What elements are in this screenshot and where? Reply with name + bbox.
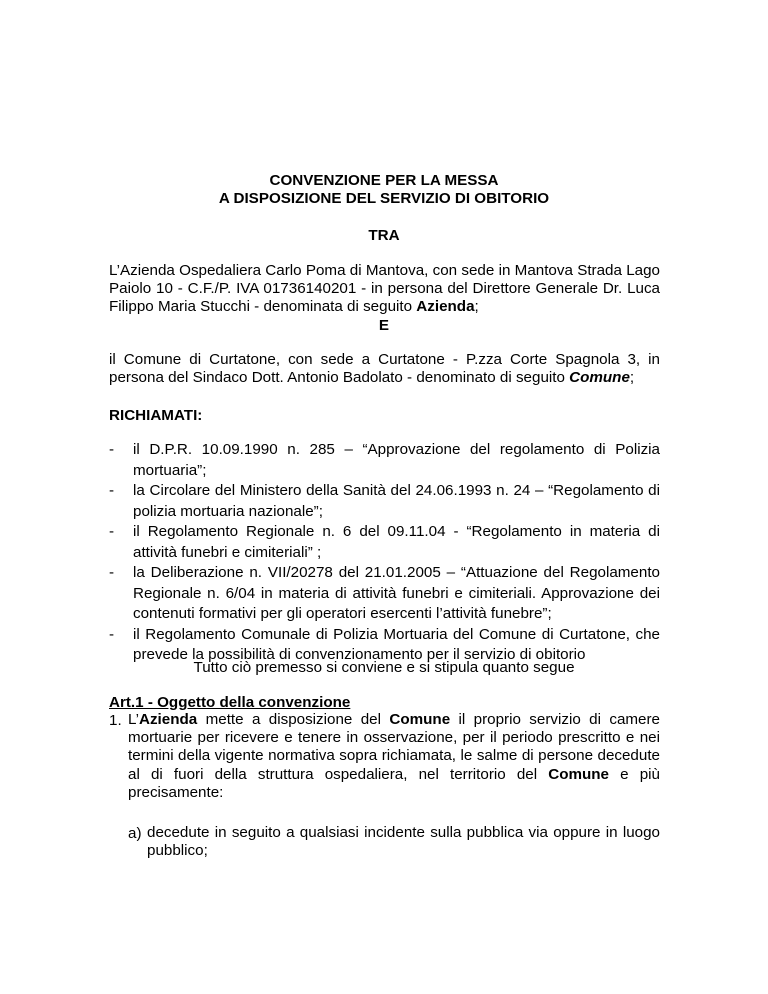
list-dash: - bbox=[109, 482, 115, 499]
article-1-body bbox=[109, 711, 660, 802]
article-1-text-part: e più precisamente: bbox=[128, 765, 660, 801]
comune-paragraph bbox=[109, 351, 660, 387]
article-1-heading: Art.1 - Oggetto della convenzione bbox=[109, 694, 351, 711]
list-item-text: la Deliberazione n. VII/20278 del 21.01.2005 – “Attuazione del Regolamento Regionale n. 6/04 in materia di attività funebri e cimiteriali. Approvazione dei contenuti formativi per gli operatori esercenti l’attività funebre”; bbox=[133, 564, 660, 622]
list-dash: - bbox=[109, 441, 115, 458]
list-item-text: il Regolamento Comunale di Polizia Mortuaria del Comune di Curtatone, che prevede la possibilità di convenzionamento per il servizio di obitorio bbox=[133, 625, 660, 663]
list-item-text: il Regolamento Regionale n. 6 del 09.11.04 - “Regolamento in materia di attività funebri e cimiteriali” ; bbox=[133, 523, 660, 561]
list-dash: - bbox=[109, 523, 115, 540]
richiamati-list bbox=[109, 440, 660, 666]
article-1-number: 1. bbox=[109, 712, 122, 729]
azienda-paragraph bbox=[109, 262, 660, 316]
list-item bbox=[109, 522, 660, 563]
list-item-text: la Circolare del Ministero della Sanità del 24.06.1993 n. 24 – “Regolamento di polizia mortuaria nazionale”; bbox=[133, 482, 660, 520]
article-1-text-part: il proprio servizio di camere mortuarie per ricevere e tenere in osservazione, per il periodo prescritto e nei termini della vigente normativa sopra richiamata, le salme di persone decedute al di fuori della struttura ospedaliera, nel territorio del bbox=[128, 711, 660, 783]
tra-heading: TRA bbox=[368, 227, 400, 244]
premesso-line: Tutto ciò premesso si conviene e si stipula quanto segue bbox=[193, 659, 575, 676]
comune-paragraph-end: ; bbox=[629, 369, 635, 386]
comune-paragraph-text: il Comune di Curtatone, con sede a Curtatone - P.zza Corte Spagnola 3, in persona del Sindaco Dott. Antonio Badolato - denominato di seguito bbox=[109, 351, 660, 386]
azienda-term: Azienda bbox=[138, 711, 198, 728]
list-item-text: il D.P.R. 10.09.1990 n. 285 – “Approvazione del regolamento di Polizia mortuaria”; bbox=[133, 441, 660, 479]
list-dash: - bbox=[109, 625, 115, 643]
comune-term: Comune bbox=[389, 711, 451, 728]
comune-term: Comune bbox=[548, 765, 609, 783]
subitem-label: a) bbox=[128, 825, 142, 842]
list-item bbox=[109, 481, 660, 522]
comune-term: Comune bbox=[569, 369, 630, 386]
e-heading: E bbox=[378, 317, 390, 334]
list-dash: - bbox=[109, 564, 115, 581]
article-1-subitem-a bbox=[128, 824, 660, 860]
document-title-line2: A DISPOSIZIONE DEL SERVIZIO DI OBITORIO bbox=[218, 190, 550, 207]
list-item bbox=[109, 440, 660, 481]
document-title-line1: CONVENZIONE PER LA MESSA bbox=[269, 172, 499, 189]
azienda-term: Azienda bbox=[416, 298, 475, 315]
list-item bbox=[109, 563, 660, 625]
article-1-text-part: mette a disposizione del bbox=[197, 711, 390, 728]
subitem-text: decedute in seguito a qualsiasi incidente sulla pubblica via oppure in luogo pubblico; bbox=[147, 824, 660, 859]
article-1-text bbox=[128, 711, 660, 802]
richiamati-heading: RICHIAMATI: bbox=[109, 407, 203, 424]
article-1-text-part: L’ bbox=[128, 711, 139, 728]
azienda-paragraph-end: ; bbox=[474, 298, 479, 315]
azienda-paragraph-text: L’Azienda Ospedaliera Carlo Poma di Mantova, con sede in Mantova Strada Lago Paiolo 10 - C.F./P. IVA 01736140201 - in persona del Direttore Generale Dr. Luca Filippo Maria Stucchi - denominata di seguito bbox=[109, 262, 660, 315]
